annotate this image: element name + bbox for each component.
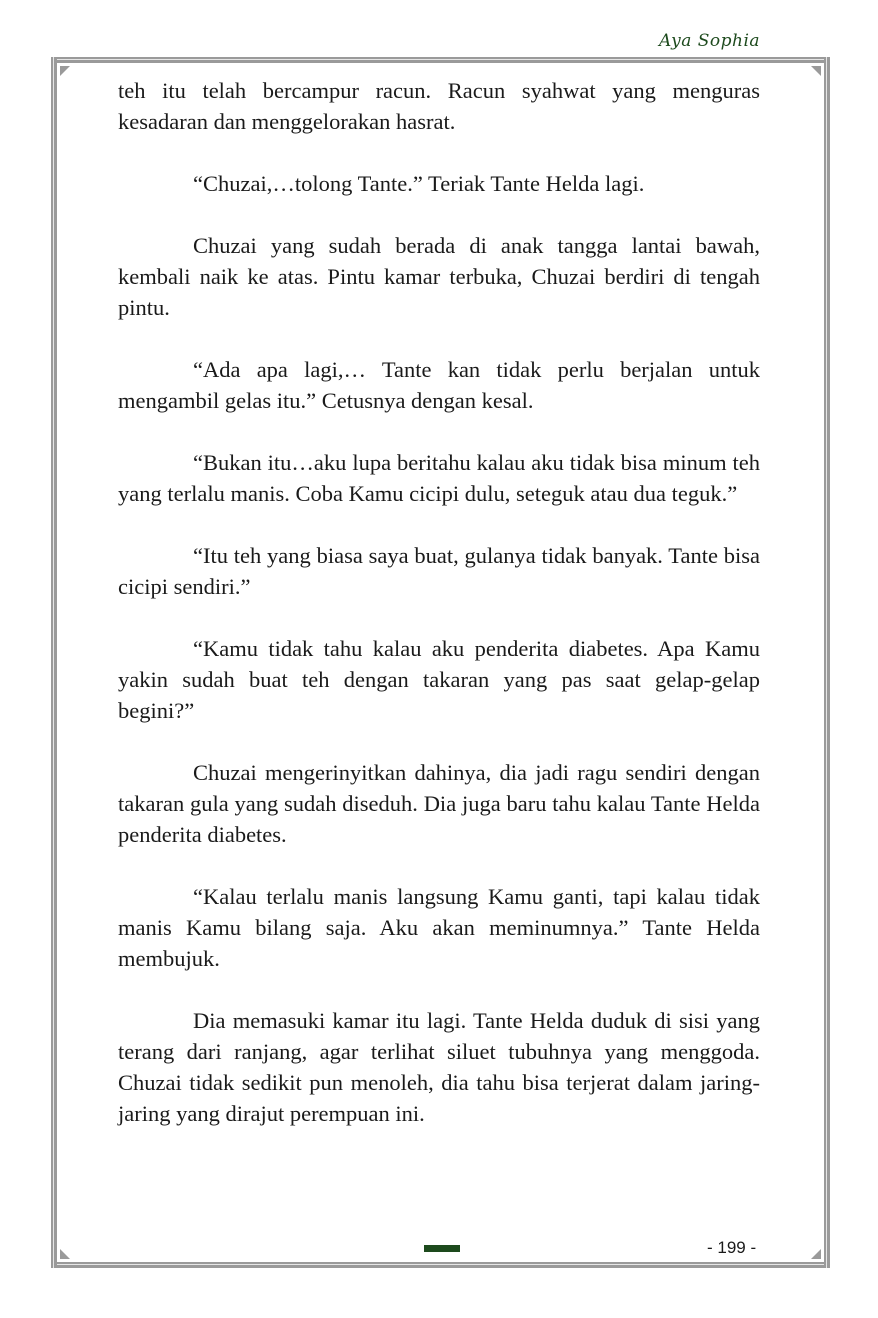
paragraph: teh itu telah bercampur racun. Racun syahwat yang menguras kesadaran dan menggelorakan hasrat. [118, 78, 760, 134]
frame-border-top [51, 57, 830, 63]
footer-decoration-bar [424, 1245, 460, 1252]
paragraph: “Kamu tidak tahu kalau aku penderita diabetes. Apa Kamu yakin sudah buat teh dengan takaran yang pas saat gelap-gelap begini?” [118, 636, 760, 723]
corner-ornament-top-right [811, 66, 821, 76]
frame-border-left [51, 57, 57, 1268]
paragraph: Chuzai yang sudah berada di anak tangga lantai bawah, kembali naik ke atas. Pintu kamar terbuka, Chuzai berdiri di tengah pintu. [118, 233, 760, 320]
corner-ornament-top-left [60, 66, 70, 76]
frame-border-right [824, 57, 830, 1268]
frame-border-bottom [51, 1262, 830, 1268]
paragraph: Chuzai mengerinyitkan dahinya, dia jadi ragu sendiri dengan takaran gula yang sudah diseduh. Dia juga baru tahu kalau Tante Helda penderita diabetes. [118, 760, 760, 847]
paragraph: “Kalau terlalu manis langsung Kamu ganti, tapi kalau tidak manis Kamu bilang saja. Aku akan meminumnya.” Tante Helda membujuk. [118, 884, 760, 971]
paragraph: Dia memasuki kamar itu lagi. Tante Helda duduk di sisi yang terang dari ranjang, agar terlihat siluet tubuhnya yang menggoda. Chuzai tidak sedikit pun menoleh, dia tahu bisa terjerat dalam jaring-jaring yang dirajut perempuan ini. [118, 1008, 760, 1126]
corner-ornament-bottom-right [811, 1249, 821, 1259]
paragraph: “Itu teh yang biasa saya buat, gulanya tidak banyak. Tante bisa cicipi sendiri.” [118, 543, 760, 599]
page-number: - 199 - [707, 1238, 757, 1257]
body-text [118, 75, 760, 1160]
corner-ornament-bottom-left [60, 1249, 70, 1259]
header-author: Aya Sophia [659, 31, 761, 51]
paragraph: “Chuzai,…tolong Tante.” Teriak Tante Helda lagi. [193, 171, 645, 196]
paragraph: “Ada apa lagi,… Tante kan tidak perlu berjalan untuk mengambil gelas itu.” Cetusnya dengan kesal. [118, 357, 760, 413]
paragraph: “Bukan itu…aku lupa beritahu kalau aku tidak bisa minum teh yang terlalu manis. Coba Kamu cicipi dulu, seteguk atau dua teguk.” [118, 450, 760, 506]
